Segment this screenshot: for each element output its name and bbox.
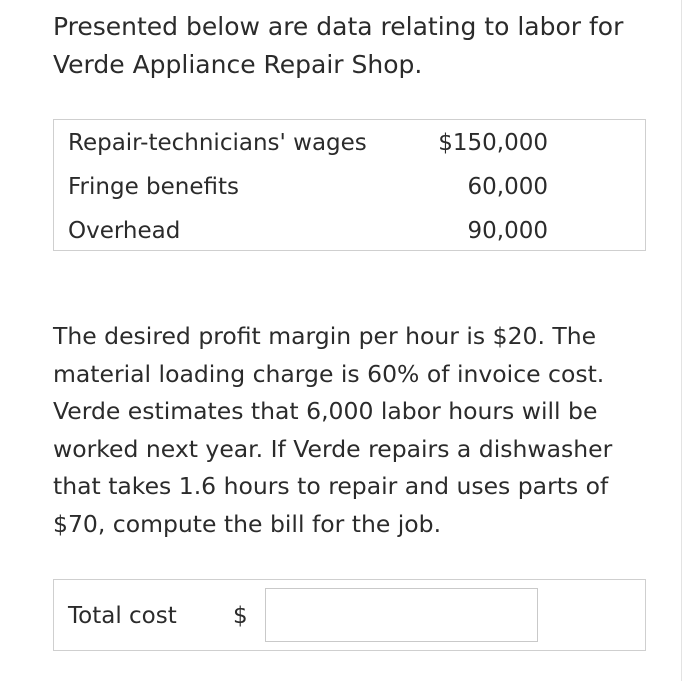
total-cost-input[interactable]	[265, 588, 538, 642]
problem-line-4: worked next year. If Verde repairs a dishwasher	[53, 434, 613, 463]
labor-data-table	[53, 119, 646, 251]
problem-line-3: Verde estimates that 6,000 labor hours will be	[53, 397, 598, 426]
problem-line-2: material loading charge is 60% of invoice cost.	[53, 359, 605, 388]
row-label: Repair-technicians' wages	[68, 130, 367, 156]
dollar-sign: $	[233, 603, 248, 629]
intro-text	[53, 8, 653, 84]
intro-line-1: Presented below are data relating to labor for	[53, 12, 624, 41]
row-label: Overhead	[68, 218, 181, 244]
problem-line-5: that takes 1.6 hours to repair and uses parts of	[53, 472, 609, 501]
row-label: Fringe benefits	[68, 174, 240, 200]
answer-section	[53, 579, 646, 651]
row-value: $150,000	[438, 130, 548, 156]
problem-line-1: The desired profit margin per hour is $20. The	[53, 322, 597, 350]
row-value: 60,000	[467, 174, 548, 200]
table-row	[68, 169, 548, 205]
row-value: 90,000	[467, 218, 548, 244]
problem-text	[53, 318, 653, 544]
intro-line-2: Verde Appliance Repair Shop.	[53, 50, 423, 79]
page-right-edge	[681, 0, 700, 681]
total-cost-label: Total cost	[68, 603, 177, 629]
table-row	[68, 125, 548, 161]
problem-line-6: $70, compute the bill for the job.	[53, 509, 442, 538]
table-row	[68, 213, 548, 249]
